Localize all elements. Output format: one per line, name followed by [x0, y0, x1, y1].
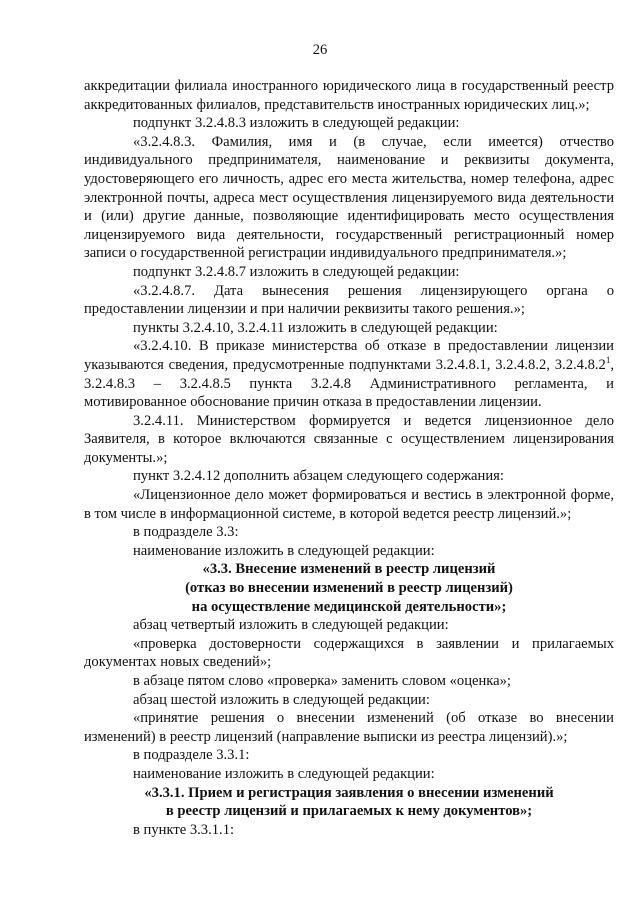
- paragraph: абзац шестой изложить в следующей редакции:: [133, 691, 430, 708]
- paragraph: 3.2.4.11. Министерством формируется и ведется лицензионное дело Заявителя, в которое включаются связанные с осуществлением лицензирования документы.»;: [84, 412, 614, 466]
- paragraph: в подразделе 3.3.1:: [133, 747, 250, 764]
- paragraph-text: , 3.2.4.8.3 – 3.2.4.8.5 пункта 3.2.4.8 Административного регламента, и мотивированное обоснование причин отказа в предоставлении лицензии.: [84, 356, 614, 411]
- paragraph: «принятие решения о внесении изменений (об отказе во внесении изменений) в реестр лицензий (направление выписки из реестра лицензий).»;: [84, 710, 614, 745]
- paragraph-3-2-4-10: [84, 337, 614, 411]
- page-number: 26: [312, 42, 328, 58]
- paragraph: в подразделе 3.3:: [133, 524, 239, 541]
- paragraph: в пункте 3.3.1.1:: [133, 821, 235, 838]
- paragraph: подпункт 3.2.4.8.3 изложить в следующей редакции:: [133, 115, 460, 132]
- paragraph: пункт 3.2.4.12 дополнить абзацем следующего содержания:: [133, 468, 504, 485]
- paragraph-text: «3.2.4.10. В приказе министерства об отказе в предоставлении лицензии указываются сведения, предусмотренные подпунктами 3.2.4.8.1, 3.2.4.8.2, 3.2.4.8.2: [84, 338, 614, 373]
- heading-line: на осуществление медицинской деятельности»;: [191, 598, 507, 615]
- heading-line: в реестр лицензий и прилагаемых к нему документов»;: [165, 803, 533, 820]
- paragraph: пункты 3.2.4.10, 3.2.4.11 изложить в следующей редакции:: [133, 319, 498, 336]
- paragraph: наименование изложить в следующей редакции:: [133, 765, 435, 782]
- superscript: 1: [605, 355, 611, 366]
- document-body: [84, 77, 614, 839]
- paragraph: абзац четвертый изложить в следующей редакции:: [133, 617, 449, 634]
- paragraph: «Лицензионное дело может формироваться и вестись в электронной форме, в том числе в информационной системе, в которой ведется реестр лицензий.»;: [84, 487, 614, 522]
- paragraph: «проверка достоверности содержащихся в заявлении и прилагаемых документах новых сведений»;: [84, 635, 614, 671]
- paragraph: наименование изложить в следующей редакции:: [133, 542, 435, 559]
- paragraph: «3.2.4.8.7. Дата вынесения решения лицензирующего органа о предоставлении лицензии и при наличии реквизиты такого решения.»;: [84, 282, 614, 318]
- heading-3-3: [84, 560, 614, 616]
- heading-3-3-1: [84, 784, 614, 821]
- paragraph: в абзаце пятом слово «проверка» заменить словом «оценка»;: [133, 673, 511, 689]
- paragraph: «3.2.4.8.3. Фамилия, имя и (в случае, если имеется) отчество индивидуального предпринимателя, наименование и реквизиты документа, удостоверяющего его личность, адрес его места жительства, номер телефона, адрес электронной почты, адреса мест осуществления лицензируемого вида деятельности и (или) другие данные, позволяющие идентифицировать место осуществления лицензируемого вида деятельности, государственный регистрационный номер записи о государственной регистрации индивидуального предпринимателя.»;: [84, 133, 614, 262]
- heading-line: (отказ во внесении изменений в реестр лицензий): [185, 580, 513, 597]
- paragraph: подпункт 3.2.4.8.7 изложить в следующей редакции:: [133, 263, 460, 280]
- heading-line: «3.3.1. Прием и регистрация заявления о внесении изменений: [144, 784, 554, 801]
- paragraph: аккредитации филиала иностранного юридического лица в государственный реестр аккредитованных филиалов, представительств иностранных юридических лиц.»;: [84, 78, 614, 113]
- heading-line: «3.3. Внесение изменений в реестр лицензий: [202, 561, 496, 578]
